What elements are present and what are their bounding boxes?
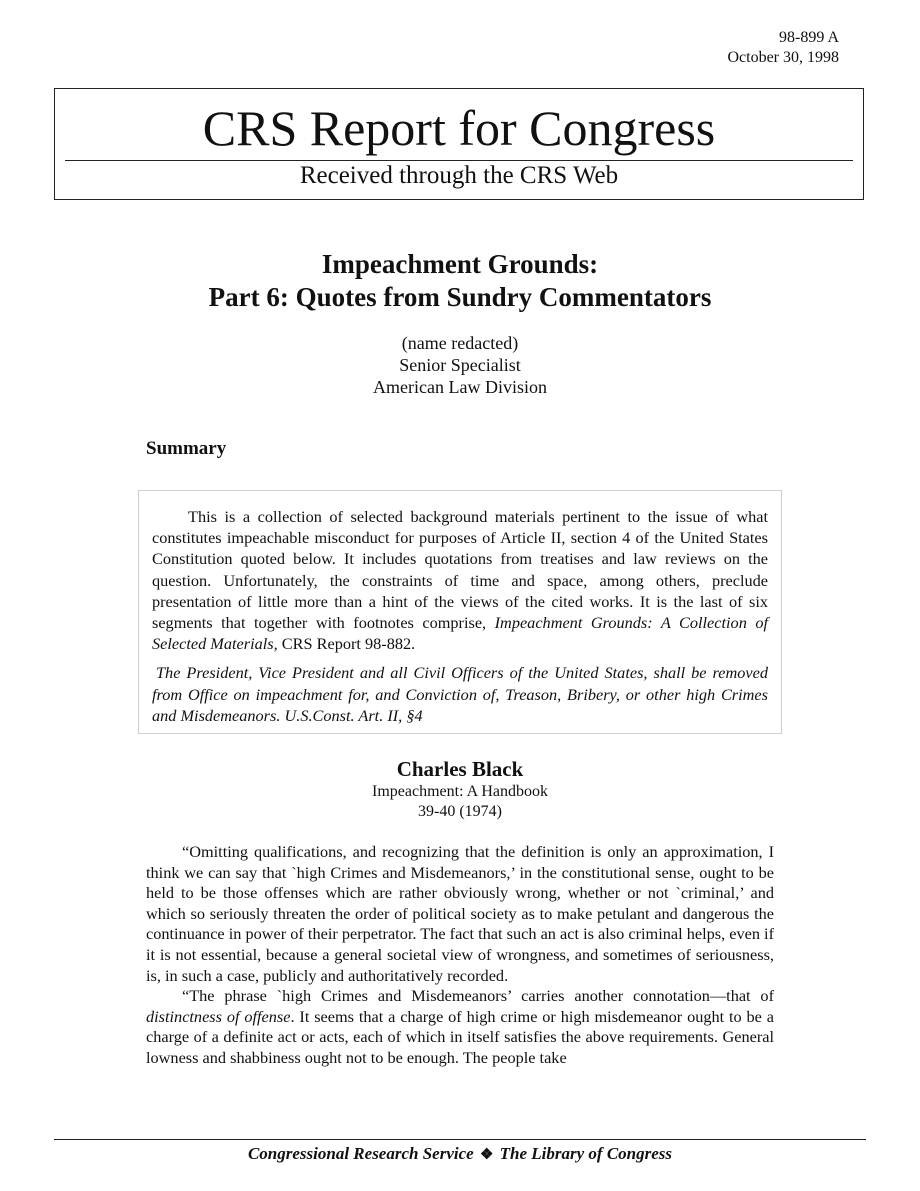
summary-report-number: CRS Report 98-882. bbox=[277, 634, 416, 654]
document-title-line1: Impeachment Grounds: bbox=[321, 249, 599, 279]
report-date: October 30, 1998 bbox=[727, 49, 839, 66]
source-title: Impeachment: A Handbook bbox=[372, 783, 548, 800]
body-paragraph: “Omitting qualifications, and recognizing that the definition is only an approximation, I think we can say that `high Crimes and Misdemeanors,’ in the constitutional sense, ought to be held to be those offenses which are rather obviously wrong, whether or not `criminal,’ and which so seriously threaten the order of political society as to make petulant and dangerous the continuance in power of their perpetrator. The fact that such an act is also criminal helps, even if it is not essential, because a general societal view of wrongness, and sometimes of seriousness, is, in such a case, publicly and authoritatively recorded. bbox=[146, 842, 774, 985]
body-paragraph bbox=[146, 986, 774, 1068]
constitution-quote: The President, Vice President and all Civil Officers of the United States, shall be removed from Office on impeachment for, and Conviction of, Treason, Bribery, or other high Crimes and Misdemeanors. U.S.Const. Art. II, §4 bbox=[152, 663, 768, 725]
crs-banner bbox=[54, 88, 864, 200]
report-number: 98-899 A bbox=[779, 29, 839, 46]
source-citation bbox=[0, 782, 920, 822]
document-title bbox=[0, 248, 920, 314]
banner-subtitle: Received through the CRS Web bbox=[299, 162, 619, 189]
footer-loc: The Library of Congress bbox=[499, 1144, 673, 1163]
section-heading: Charles Black bbox=[396, 757, 524, 781]
body-text-segment: . It seems that a charge of high crime or high misdemeanor ought to be a charge of a definite act or acts, each of which in itself satisfies the above requirements. General lowness and shabbiness ought not to be enough. The people take bbox=[146, 1006, 774, 1067]
footer bbox=[0, 1144, 920, 1164]
summary-text: This is a collection of selected background materials pertinent to the issue of what constitutes impeachable misconduct for purposes of Article II, section 4 of the United States Constitution quoted below. It includes quotations from treatises and law reviews on the question. Unfortunately, the constraints of time and space, among others, preclude presentation of little more than a hint of the views of the cited works. It is the last of six segments that together with footnotes comprise, bbox=[152, 507, 768, 633]
summary-report-title: Impeachment Grounds: A Collection of Selected Materials, bbox=[152, 613, 768, 654]
footer-crs: Congressional Research Service bbox=[247, 1144, 474, 1163]
author-division: American Law Division bbox=[373, 377, 547, 397]
report-id-block bbox=[727, 28, 839, 68]
summary-heading: Summary bbox=[146, 438, 227, 459]
summary-box bbox=[138, 490, 782, 734]
body-text-segment: “The phrase `high Crimes and Misdemeanors’ carries another connotation—that of bbox=[182, 986, 774, 1006]
diamond-flower-icon: ❖ bbox=[479, 1147, 494, 1163]
footer-divider bbox=[54, 1139, 866, 1140]
body-emphasis: distinctness of offense bbox=[146, 1006, 291, 1026]
author-title: Senior Specialist bbox=[399, 355, 521, 375]
banner-title: CRS Report for Congress bbox=[202, 100, 716, 156]
document-title-line2: Part 6: Quotes from Sundry Commentators bbox=[208, 282, 712, 312]
source-pages: 39-40 (1974) bbox=[418, 803, 502, 820]
body-text bbox=[146, 842, 774, 1069]
author-block bbox=[0, 332, 920, 398]
summary-paragraph bbox=[152, 506, 768, 654]
author-name: (name redacted) bbox=[401, 333, 519, 353]
